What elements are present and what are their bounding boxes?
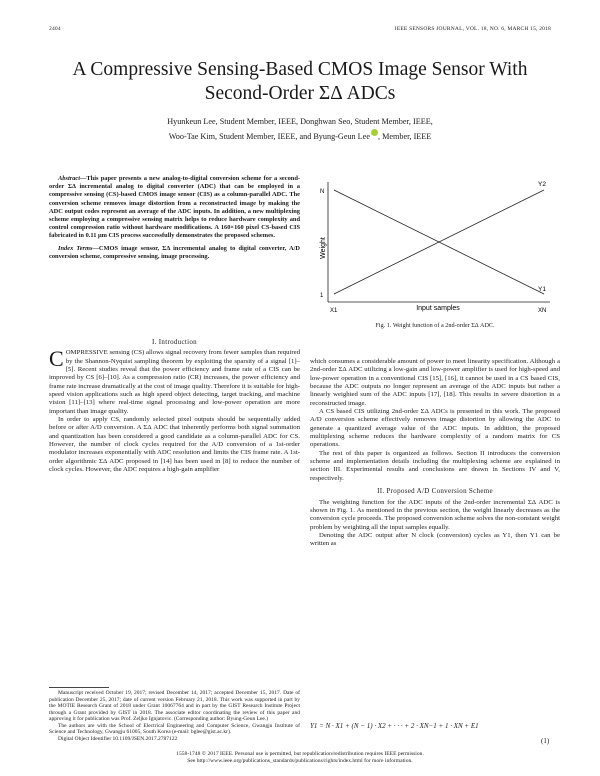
orcid-icon[interactable] bbox=[371, 129, 378, 136]
footnote bbox=[49, 690, 300, 742]
right-paragraph-4: The weighting function for the ADC inputs of the 2nd-order incremental ΣΔ ADC is shown in Fig. 1. As mentioned in the previous section, the weight linearly decreases as the conversion cycle proceeds. The proposed conversion scheme solves the non-constant weight problem by weighting all the input samples equally. bbox=[310, 498, 560, 531]
equation-number: (1) bbox=[541, 737, 550, 745]
drop-cap: C bbox=[49, 346, 64, 372]
weight-function-chart bbox=[318, 178, 558, 318]
right-paragraph-3: The rest of this paper is organized as follows. Section II introduces the conversion scheme and implementation details including the multiplexing scheme are explained in section III. Experimental results and conclusions are drawn in Sections IV and V, respectively. bbox=[310, 449, 560, 482]
y-tick-label: 1 bbox=[320, 293, 324, 299]
abstract-block bbox=[49, 175, 300, 261]
copyright-line-2: See http://www.ieee.org/publications_standards/publications/rights/index.html for more information. bbox=[187, 758, 413, 764]
page-number: 2404 bbox=[49, 26, 61, 32]
intro-paragraph-1: COMPRESSIVE sensing (CS) allows signal recovery from fewer samples than required by the Shannon-Nyquist sampling theorem by exploiting the sparsity of a signal [1]–[5]. Recent studies reveal that the power efficiency and frame rate of a CIS can be improved by CS [6]–[10]. As a compression ratio (CR) increases, the power efficiency and frame rate increase dramatically at the cost of image quality. Therefore it is suitable for high-speed vision applications such as high speed object detecting, target tracking, and machine vision [11]–[13] where real-time signal processing and low-power operation are more important than image quality. bbox=[49, 346, 300, 415]
paper-title: A Compressive Sensing-Based CMOS Image Sensor With Second-Order ΣΔ ADCs bbox=[72, 59, 528, 104]
right-paragraph-1: which consumes a considerable amount of power to meet linearity specification. Although a 2nd-order ΣΔ ADC utilizing a low-gain and low-power amplifier is used for high-speed and low-power operation in a conventional CIS [15], [16], it cannot be used in a CS based CIS, because the ADC outputs no longer represent an average of the ADC inputs but rather a linearly weighted sum of the ADC inputs [17], [18]. This results in severe distortion in a reconstructed image. bbox=[310, 358, 560, 407]
right-column bbox=[310, 358, 560, 549]
figure-caption: Fig. 1. Weight function of a 2nd-order ΣΔ ADC. bbox=[375, 322, 495, 329]
y-axis-label: Weight bbox=[320, 237, 327, 259]
x-tick-label: X1 bbox=[330, 308, 338, 314]
author-line-1: Hyunkeun Lee, Student Member, IEEE, Donghwan Seo, Student Member, IEEE, bbox=[167, 117, 433, 126]
footnote-manuscript: Manuscript received October 19, 2017; revised December 14, 2017; accepted December 15, 2017. Date of publication December 25, 2017; date of current version February 21, 2018. This work was supported in part by the MOTIE Research Grant of 2018 under Grant 10067764 and in part by the GIST Research Institute Project through a Grant provided by GIST in 2018. The associate editor coordinating the review of this paper and approving it for publication was Prof. Zeljko Ignjatovic. (Corresponding author: Byung-Geun Lee.) bbox=[49, 690, 300, 722]
abstract: Abstract—This paper presents a new analog-to-digital conversion scheme for a second-order ΣΔ incremental analog to digital converter (ADC) that can be employed in a compressive sensing (CS)-based CMOS image sensor (CIS) as a column-parallel ADC. The conversion scheme removes image distortion from a reconstructed image by making the ADC output codes represent an average of the ADC inputs. In addition, a new multiplexing scheme employing a compressive sensing matrix helps to reduce hardware complexity and control compression ratio without hardware modifications. A 160×160 pixel CS-based CIS fabricated in 0.11 μm CIS process successfully demonstrates the proposed schemes. bbox=[49, 175, 300, 240]
copyright-line-1: 1558-1748 © 2017 IEEE. Personal use is permitted, but republication/redistribution requires IEEE permission. bbox=[176, 751, 424, 757]
section-heading-intro: I. Introduction bbox=[152, 338, 197, 346]
copyright-notice bbox=[40, 751, 560, 765]
footnote-doi: Digital Object Identifier 10.1109/JSEN.2017.2787122 bbox=[58, 735, 178, 742]
right-paragraph-2: A CS based CIS utilizing 2nd-order ΣΔ ADCs is presented in this work. The proposed A/D conversion scheme effectively removes image distortion by allowing the ADC to generate a quantized average value of the ADC inputs. In addition, the proposed multiplexing scheme reduces the hardware complexity of a random matrix for CS operations. bbox=[310, 408, 560, 449]
right-paragraph-5: Denoting the ADC output after N clock (conversion) cycles as Y1, then Y1 can be written as bbox=[310, 531, 560, 548]
author-list bbox=[60, 116, 540, 143]
series-label-y2: Y2 bbox=[538, 181, 546, 188]
x-tick-label: XN bbox=[538, 308, 547, 314]
y-tick-label: N bbox=[320, 189, 325, 195]
intro-paragraph-2: In order to apply CS, randomly selected pixel outputs should be sequentially added before or after A/D conversion. A ΣΔ ADC that inherently performs both signal summation and quantization has been considered a good candidate as a column-parallel ADC for CS. However, the number of clock cycles required for the A/D conversion of a 1st-order modulator increases exponentially with ADC resolution and limits the CIS frame rate. A 1st-order algorithmic ΣΔ ADC proposed in [14] has been used in [8] to reduce the number of clock cycles. However, the ADC requires a high-gain amplifier bbox=[49, 416, 300, 474]
running-header: IEEE SENSORS JOURNAL, VOL. 18, NO. 6, MARCH 15, 2018 bbox=[394, 26, 551, 32]
introduction-section bbox=[49, 334, 300, 475]
index-terms: Index Terms—CMOS image sensor, ΣΔ incremental analog to digital converter, A/D conversion scheme, compressive sensing, image processing. bbox=[49, 244, 301, 260]
footnote-divider bbox=[49, 687, 109, 688]
footnote-affiliation: The authors are with the School of Electrical Engineering and Computer Science, Gwangju Institute of Science and Technology, Gwangju 61005, South Korea (e-mail: bglee@gist.ac.kr). bbox=[49, 722, 300, 735]
series-label-y1: Y1 bbox=[538, 286, 546, 293]
equation-1: Y1 = N · X1 + (N − 1) · X2 + · · · + 2 · XN−1 + 1 · XN + E1 bbox=[310, 722, 479, 730]
author-line-2: Woo-Tae Kim, Student Member, IEEE, and Byung-Geun Lee , Member, IEEE bbox=[60, 129, 540, 144]
section-heading-conversion: II. Proposed A/D Conversion Scheme bbox=[377, 487, 493, 496]
x-axis-label: Input samples bbox=[416, 305, 460, 312]
